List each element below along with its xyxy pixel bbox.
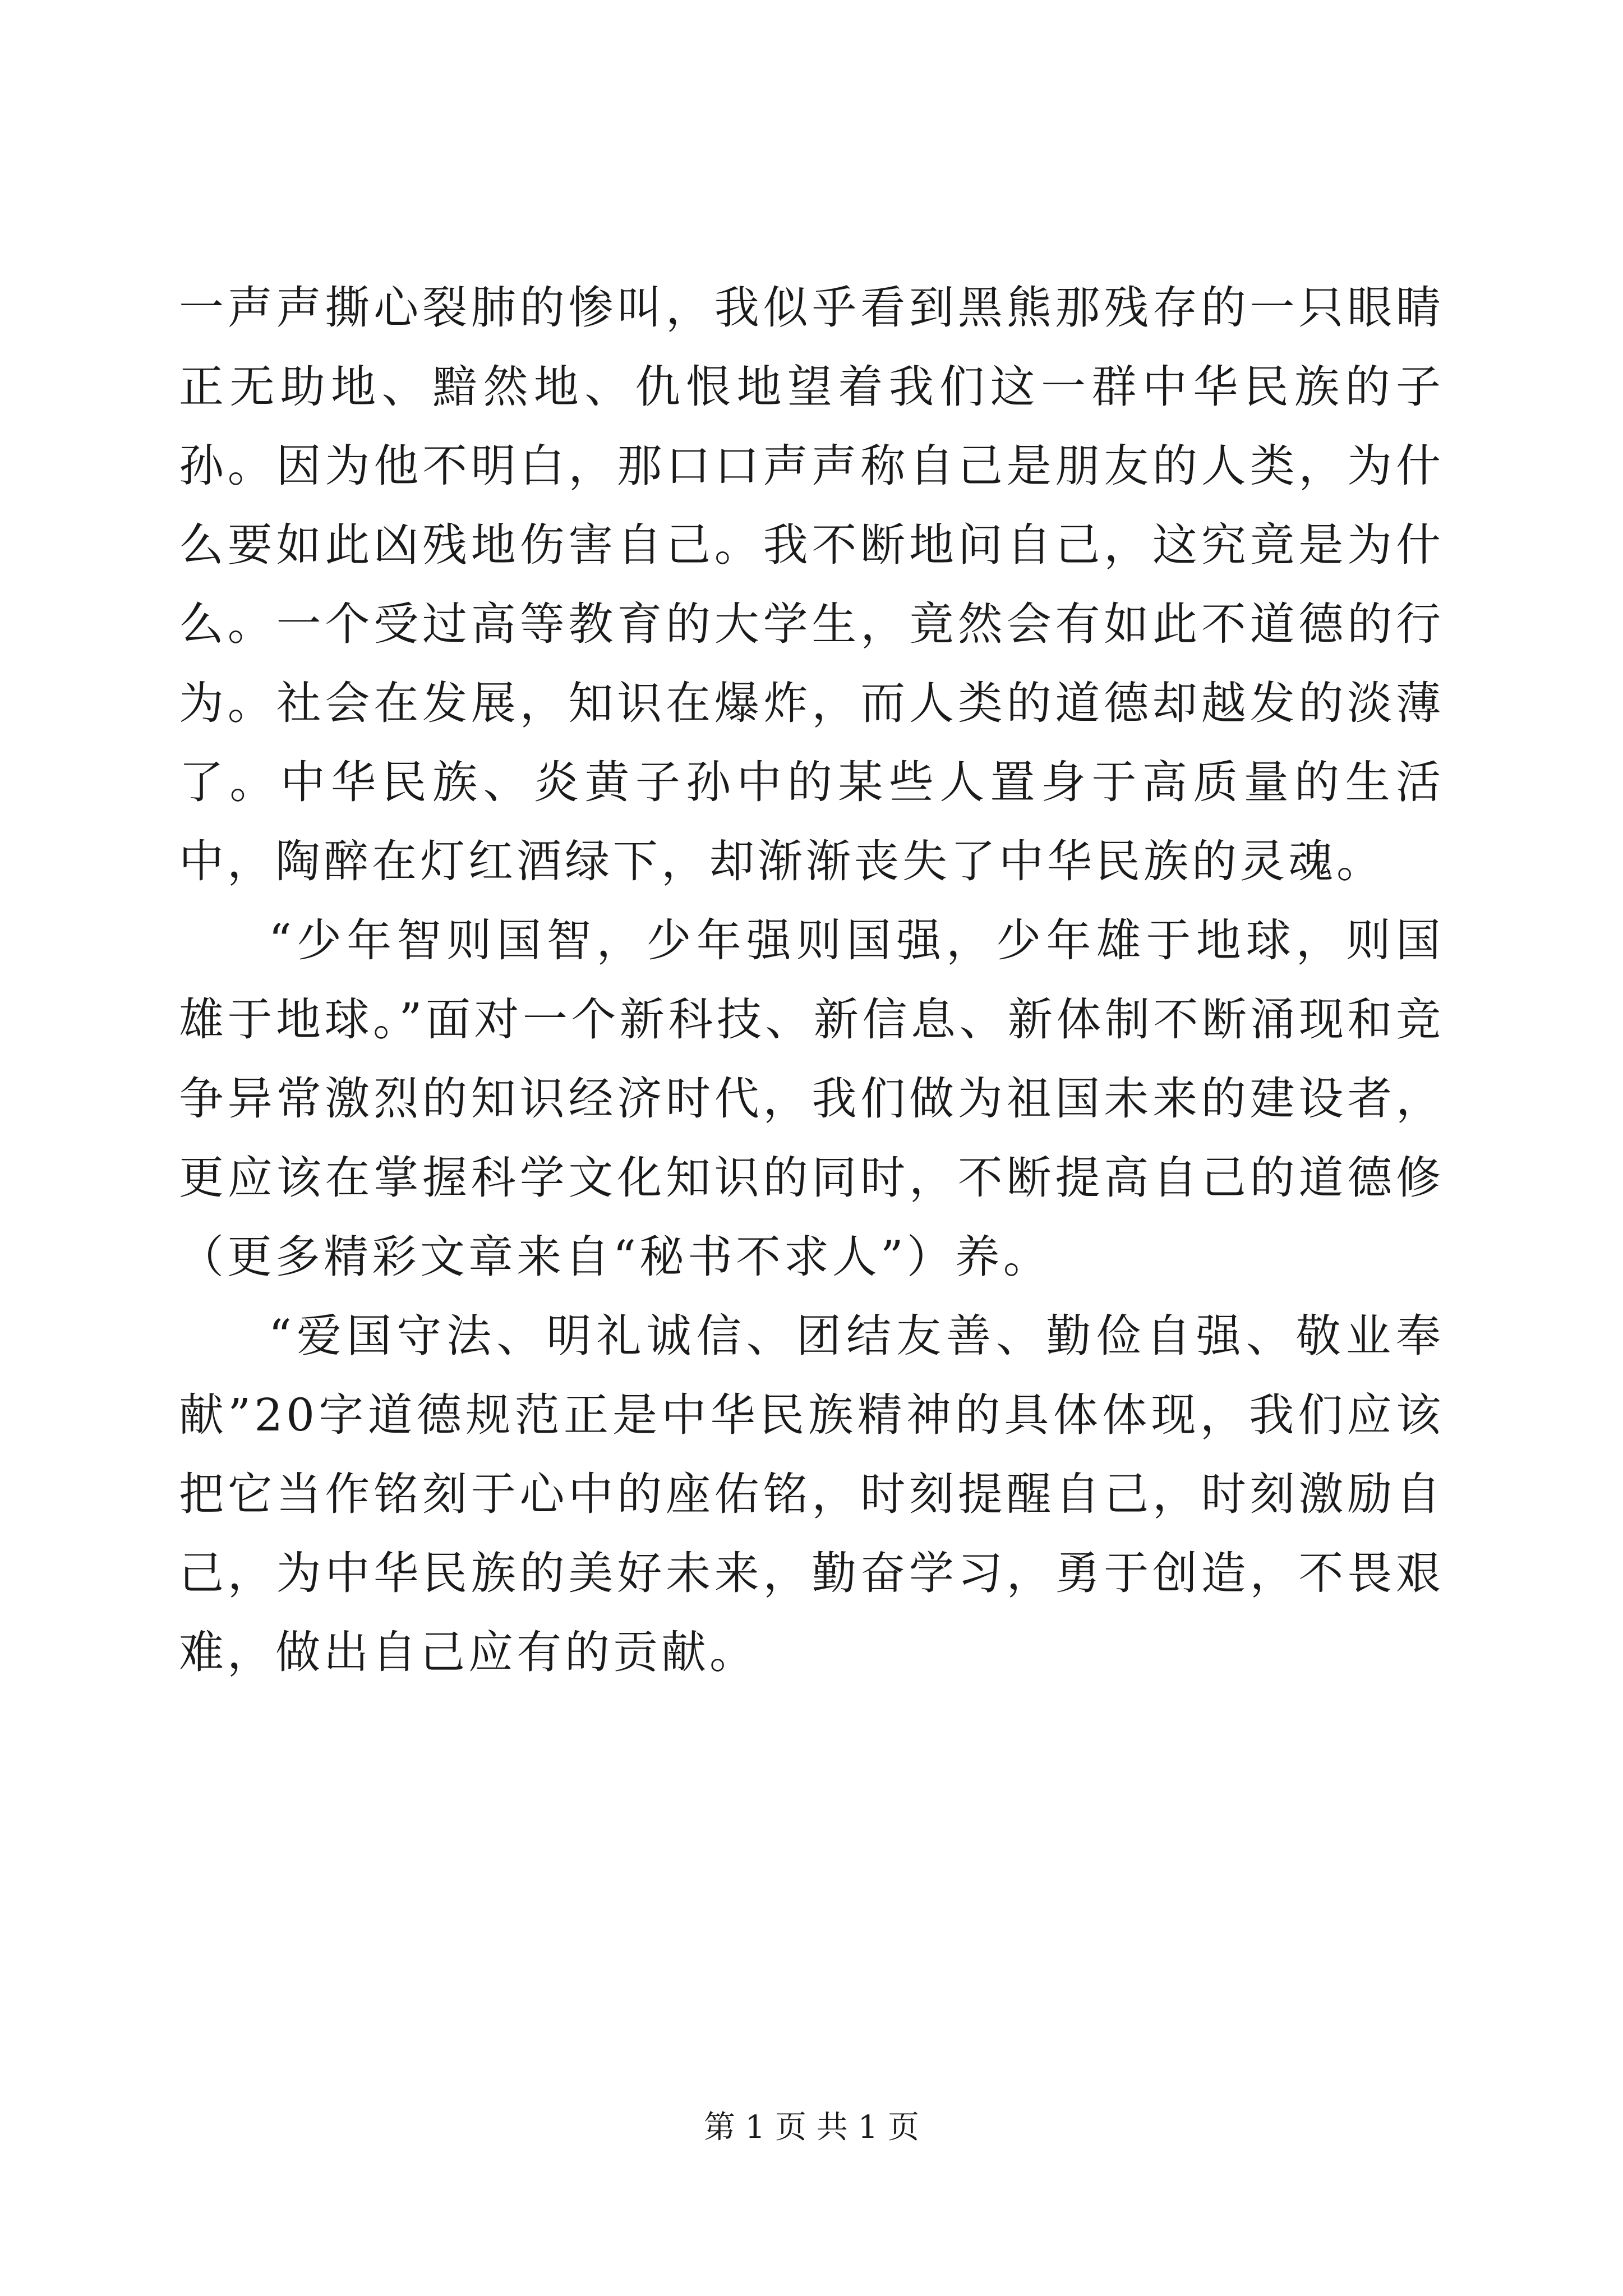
page-number-footer: 第 1 页 共 1 页 <box>703 2109 920 2146</box>
document-body <box>179 268 1444 1692</box>
paragraph-2: “少年智则国智，少年强则国强，少年雄于地球，则国雄于地球。”面对一个新科技、新信息、新体制不断涌现和竞争异常激烈的知识经济时代，我们做为祖国未来的建设者，更应该在掌握科学文化知识的同时，不断提高自己的道德修（更多精彩文章来自“秘书不求人”）养。 <box>179 914 1444 1283</box>
paragraph-1: 一声声撕心裂肺的惨叫，我似乎看到黑熊那残存的一只眼睛正无助地、黯然地、仇恨地望着我们这一群中华民族的子孙。因为他不明白，那口口声声称自己是朋友的人类，为什么要如此凶残地伤害自己。我不断地问自己，这究竟是为什么。一个受过高等教育的大学生，竟然会有如此不道德的行为。社会在发展，知识在爆炸，而人类的道德却越发的淡薄了。中华民族、炎黄子孙中的某些人置身于高质量的生活中，陶醉在灯红酒绿下，却渐渐丧失了中华民族的灵魂。 <box>179 282 1444 887</box>
paragraph-3: “爱国守法、明礼诚信、团结友善、勤俭自强、敬业奉献”20字道德规范正是中华民族精神的具体体现，我们应该把它当作铭刻于心中的座佑铭，时刻提醒自己，时刻激励自己，为中华民族的美好未来，勤奋学习，勇于创造，不畏艰难，做出自己应有的贡献。 <box>179 1310 1444 1678</box>
